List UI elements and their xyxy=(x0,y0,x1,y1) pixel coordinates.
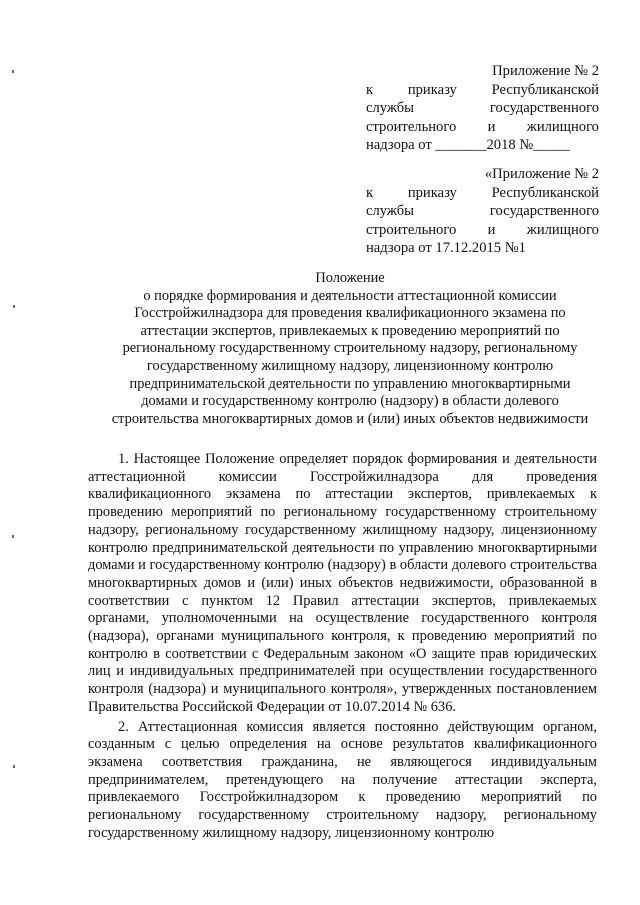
scan-speck xyxy=(13,305,15,308)
appendix-header-new xyxy=(366,62,599,155)
word: службы xyxy=(366,100,414,116)
appendix-line xyxy=(366,221,599,240)
word: приказу xyxy=(407,81,457,98)
appendix-header-old xyxy=(366,165,599,258)
word: Республиканской xyxy=(491,81,599,98)
title-line: предпринимательской деятельности по управлению многоквартирными xyxy=(129,375,571,392)
appendix-line: надзора от 17.12.2015 №1 xyxy=(366,240,526,256)
word: приказу xyxy=(407,184,457,201)
word: и xyxy=(487,118,496,135)
title-line: аттестации экспертов, привлекаемых к проведению мероприятий по xyxy=(140,322,560,339)
appendix-line xyxy=(366,99,599,118)
word: государственного xyxy=(489,100,599,116)
paragraph-2: 2. Аттестационная комиссия является постоянно действующим органом, созданным с целью определения на основе результатов квалификационного экзамена соответствия гражданина, не являющегося индивидуальным предпринимателем, претендующего на получение аттестации эксперта, привлекаемого Госстройжилнадзором к проведению мероприятий по региональному государственному строительному надзору, региональному государственному жилищному надзору, лицензионному контролю xyxy=(88,718,597,841)
title-line: строительства многоквартирных домов и (или) иных объектов недвижимости xyxy=(111,410,589,427)
word: строительного xyxy=(366,221,457,238)
word: службы xyxy=(366,203,414,219)
appendix-line: надзора от _______2018 №_____ xyxy=(366,137,570,153)
title-line: региональному государственному строительному надзору, региональному xyxy=(122,340,578,357)
appendix-line xyxy=(366,202,599,221)
paragraph-1: 1. Настоящее Положение определяет порядок формирования и деятельности аттестационной комиссии Госстройжилнадзора для проведения квалификационного экзамена по аттестации экспертов, привлекаемых к проведению мероприятий по региональному государственному строительному надзору, региональному государственному жилищному надзору, лицензионному контролю предпринимательской деятельности по управлению многоквартирными домами и государственному контролю (надзору) в области долевого строительства многоквартирных домов и (или) иных объектов недвижимости, образованной в соответствии с пунктом 12 Правил аттестации экспертов, привлекаемых органами, уполномоченными на осуществление государственного контроля (надзора), органами муниципального контроля, к проведению мероприятий по контролю в соответствии с Федеральным законом «О защите прав юридических лиц и индивидуальных предпринимателей при осуществлении государственного контроля (надзора) и муниципального контроля», утвержденных постановлением Правительства Российской Федерации от 10.07.2014 № 636. xyxy=(88,451,597,715)
appendix-line: «Приложение № 2 xyxy=(484,166,599,182)
document-body xyxy=(88,451,597,842)
appendix-line xyxy=(366,81,599,100)
word: к xyxy=(366,81,374,98)
document-title xyxy=(80,270,620,428)
title-line: государственному жилищному надзору, лицензионному контролю xyxy=(146,357,554,374)
scan-speck xyxy=(12,535,14,538)
title-line: о порядке формирования и деятельности аттестационной комиссии xyxy=(143,287,557,304)
word: строительного xyxy=(366,118,457,135)
word: жилищного xyxy=(526,221,599,238)
word: жилищного xyxy=(526,118,599,135)
scan-speck xyxy=(13,765,15,768)
word: к xyxy=(366,184,374,201)
word: государственного xyxy=(489,203,599,219)
title-line: Госстройжилнадзора для проведения квалификационного экзамена по xyxy=(134,305,566,322)
scan-speck xyxy=(12,70,14,73)
word: Республиканской xyxy=(491,184,599,201)
appendix-line xyxy=(366,118,599,137)
word: и xyxy=(487,221,496,238)
appendix-line: Приложение № 2 xyxy=(492,63,599,79)
title-line: домами и государственному контролю (надзору) в области долевого xyxy=(141,393,559,410)
appendix-line xyxy=(366,184,599,203)
title-heading: Положение xyxy=(315,270,385,286)
